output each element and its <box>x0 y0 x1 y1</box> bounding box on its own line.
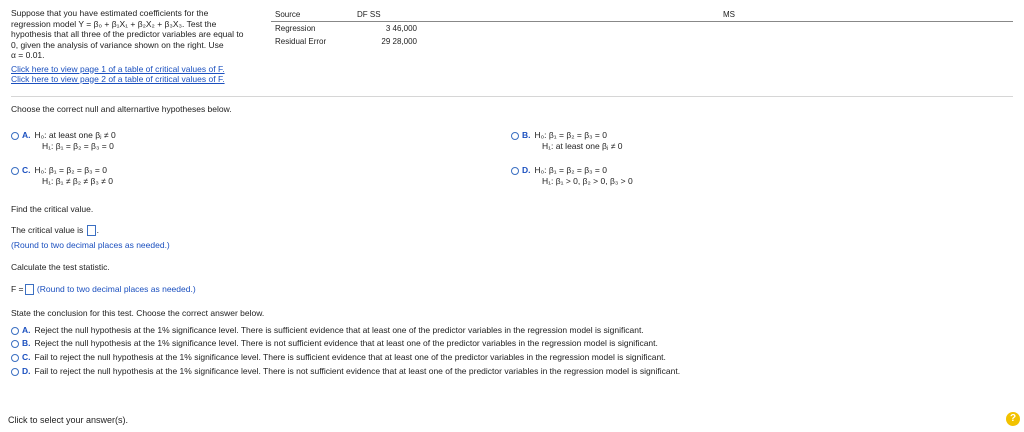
q2-label: The critical value is <box>11 225 84 235</box>
anova-row-regression <box>271 22 1013 36</box>
q1-option-a-h0: H₀: at least one βⱼ ≠ 0 <box>34 130 116 140</box>
q1-option-d-h0: H₀: β₁ = β₂ = β₃ = 0 <box>534 165 607 175</box>
q1-option-c[interactable] <box>11 165 113 187</box>
anova-cell-df-ss: 3 46,000 <box>385 24 417 33</box>
problem-line-1: Suppose that you have estimated coefficients for the <box>11 8 209 18</box>
problem-line-4: 0, given the analysis of variance shown on the right. Use <box>11 39 224 50</box>
q4-option-d-radio[interactable] <box>11 368 19 376</box>
q1-option-c-h0: H₀: β₁ = β₂ = β₃ = 0 <box>34 165 107 175</box>
anova-table <box>271 8 1013 48</box>
q4-option-c-radio[interactable] <box>11 354 19 362</box>
q1-option-a-letter: A. <box>22 130 31 140</box>
critical-values-page-2-link[interactable]: Click here to view page 2 of a table of critical values of F. <box>11 73 225 84</box>
anova-header-source: Source <box>271 8 353 22</box>
problem-line-5: α = 0.01. <box>11 50 45 60</box>
q4-prompt: State the conclusion for this test. Choose the correct answer below. <box>11 308 265 318</box>
anova-header-ms: MS <box>719 8 1013 22</box>
anova-cell-source: Regression <box>275 24 316 33</box>
q1-option-b-radio[interactable] <box>511 132 519 140</box>
anova-row-residual <box>271 35 1013 48</box>
q1-option-d-letter: D. <box>522 165 531 175</box>
q4-option-a-text: Reject the null hypothesis at the 1% significance level. There is sufficient evidence that at least one of the predictor variables in the regression model is significant. <box>34 325 644 335</box>
help-icon[interactable]: ? <box>1006 412 1020 426</box>
problem-line-2: regression model Y = β₀ + β₁X₁ + β₂X₂ + β₃X₃. Test the <box>11 18 217 29</box>
anova-cell-source: Residual Error <box>275 37 327 46</box>
q4-option-a-letter: A. <box>22 325 31 335</box>
critical-value-input[interactable] <box>87 225 96 236</box>
anova-cell-df-ss: 29 28,000 <box>381 37 417 46</box>
q1-option-d[interactable] <box>511 165 633 187</box>
q4-option-b-radio[interactable] <box>11 340 19 348</box>
q1-option-c-h1: H₁: β₁ ≠ β₂ ≠ β₃ ≠ 0 <box>42 176 113 186</box>
q1-option-d-radio[interactable] <box>511 167 519 175</box>
q4-option-c[interactable] <box>11 352 666 363</box>
q1-option-a[interactable] <box>11 130 116 152</box>
q3-prompt: Calculate the test statistic. <box>11 262 110 272</box>
q4-option-b-letter: B. <box>22 338 31 348</box>
q4-option-c-letter: C. <box>22 352 31 362</box>
q1-option-a-h1: H₁: β₁ = β₂ = β₃ = 0 <box>42 141 114 151</box>
q1-option-c-radio[interactable] <box>11 167 19 175</box>
q1-option-d-h1: H₁: β₁ > 0, β₂ > 0, β₃ > 0 <box>542 176 633 186</box>
q4-option-b-text: Reject the null hypothesis at the 1% significance level. There is not sufficient evidence that at least one of the predictor variables in the regression model is significant. <box>34 338 658 348</box>
q1-prompt: Choose the correct null and alternartive hypotheses below. <box>11 104 232 114</box>
anova-header-row <box>271 8 1013 22</box>
q1-option-b[interactable] <box>511 130 623 152</box>
q4-option-d-letter: D. <box>22 366 31 376</box>
section-divider <box>11 96 1013 97</box>
q4-option-a[interactable] <box>11 325 644 336</box>
q1-option-a-radio[interactable] <box>11 132 19 140</box>
problem-statement <box>11 8 273 84</box>
q4-option-a-radio[interactable] <box>11 327 19 335</box>
q1-option-b-h1: H₁: at least one βⱼ ≠ 0 <box>542 141 623 151</box>
q1-option-b-h0: H₀: β₁ = β₂ = β₃ = 0 <box>534 130 607 140</box>
q4-option-d-text: Fail to reject the null hypothesis at the 1% significance level. There is not sufficient evidence that at least one of the predictor variables in the regression model is significant. <box>34 366 681 376</box>
q1-option-b-letter: B. <box>522 130 531 140</box>
q4-option-b[interactable] <box>11 338 658 349</box>
q4-option-c-text: Fail to reject the null hypothesis at the 1% significance level. There is sufficient evidence that at least one of the predictor variables in the regression model is significant. <box>34 352 666 362</box>
q2-suffix: . <box>96 225 100 235</box>
q1-option-c-letter: C. <box>22 165 31 175</box>
problem-line-3: hypothesis that all three of the predictor variables are equal to <box>11 29 244 39</box>
q4-option-d[interactable] <box>11 366 680 377</box>
anova-header-blank <box>421 8 719 22</box>
anova-header-df-ss: DF SS <box>353 8 421 22</box>
q3-label: F = <box>11 284 24 294</box>
q2-rounding-hint: (Round to two decimal places as needed.) <box>11 240 170 250</box>
test-statistic-input[interactable] <box>25 284 34 295</box>
q2-answer-row <box>11 225 99 236</box>
q3-answer-row <box>11 284 196 295</box>
footer-instruction: Click to select your answer(s). <box>8 415 129 425</box>
critical-values-page-1-link[interactable]: Click here to view page 1 of a table of critical values of F. <box>11 63 225 74</box>
q2-prompt: Find the critical value. <box>11 204 94 214</box>
q3-rounding-hint: (Round to two decimal places as needed.) <box>36 284 196 294</box>
